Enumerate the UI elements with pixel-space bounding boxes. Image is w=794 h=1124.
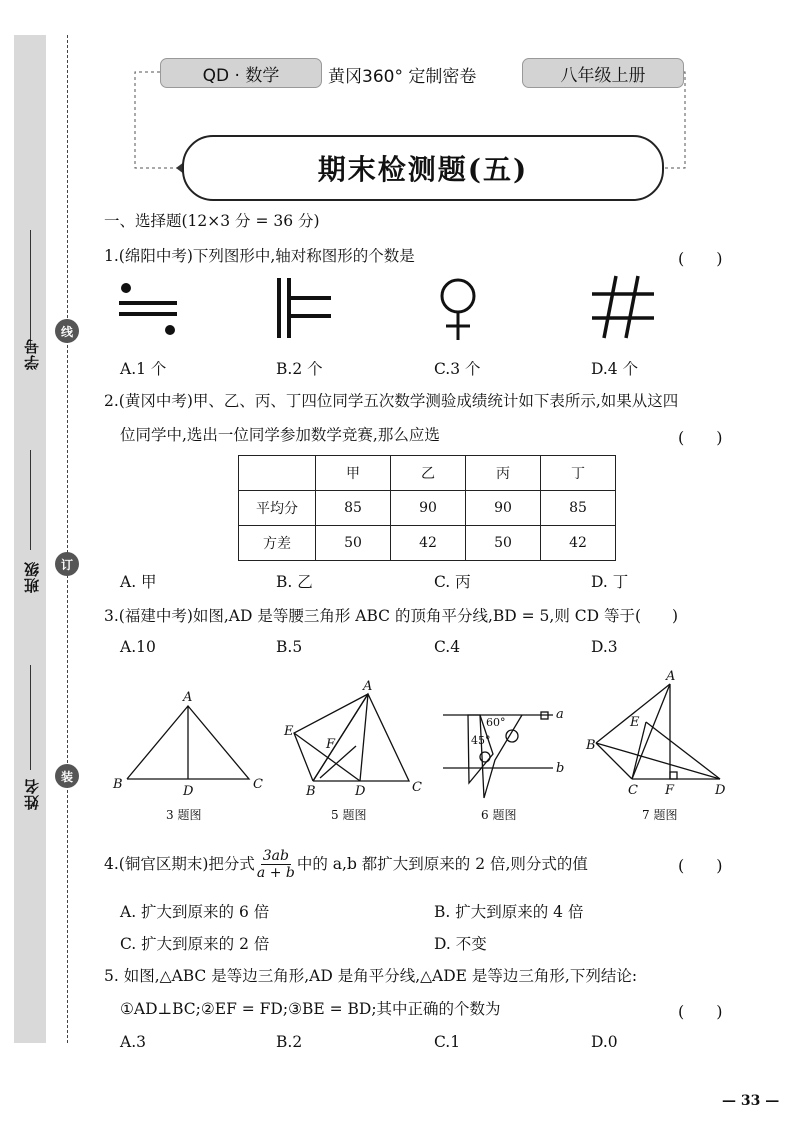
- fig3-label-b: B: [113, 777, 123, 792]
- q5-stem-line2: ①AD⊥BC;②EF = FD;③BE = BD;其中正确的个数为: [120, 1000, 501, 1018]
- class-label: 班级: [23, 561, 41, 593]
- name-label: 姓名: [23, 778, 41, 810]
- fig5-label-d: D: [355, 784, 366, 799]
- table-row: [239, 526, 616, 561]
- page-number: — 33 —: [722, 1093, 780, 1109]
- q3-stem: 3.(福建中考)如图,AD 是等腰三角形 ABC 的顶角平分线,BD = 5,则 CD 等于( ): [104, 607, 679, 625]
- series-name: 黄冈360° 定制密卷: [328, 67, 477, 87]
- table-cell: 90: [466, 491, 541, 526]
- table-cell: 丁: [541, 456, 616, 491]
- figure-7: [596, 684, 720, 779]
- fig7-label-e: E: [630, 715, 640, 730]
- parallel-bars-figure: [277, 278, 331, 338]
- fig6-label-b: b: [556, 761, 565, 776]
- hash-symbol-figure: [592, 276, 654, 338]
- table-cell: 90: [391, 491, 466, 526]
- q1-option-b: B.2 个: [276, 360, 323, 378]
- q4-option-a: A. 扩大到原来的 6 倍: [120, 903, 270, 921]
- fig7-label-d: D: [715, 783, 726, 798]
- class-underline: [30, 450, 31, 550]
- fig3-label-a: A: [183, 690, 193, 705]
- table-cell: 85: [316, 491, 391, 526]
- name-underline: [30, 665, 31, 770]
- fig6-label-a: a: [556, 707, 564, 722]
- q5-answer-paren: ( ): [678, 1002, 723, 1021]
- q1-stem: 1.(绵阳中考)下列图形中,轴对称图形的个数是: [104, 247, 415, 265]
- q4-answer-paren: ( ): [678, 856, 723, 875]
- q5-option-d: D.0: [591, 1033, 618, 1051]
- table-cell: 85: [541, 491, 616, 526]
- table-cell: 50: [316, 526, 391, 561]
- fig5-label-a: A: [363, 679, 373, 694]
- division-symbol-figure: [119, 283, 177, 335]
- table-cell: 甲: [316, 456, 391, 491]
- q2-stem-line2: 位同学中,选出一位同学参加数学竞赛,那么应选: [120, 426, 440, 444]
- fig6-angle-60: 60°: [486, 716, 506, 729]
- binding-mark-ding: 订: [55, 552, 79, 576]
- q4-fraction: [257, 848, 295, 881]
- table-cell: 平均分: [239, 491, 316, 526]
- q3-option-c: C.4: [434, 638, 461, 656]
- q1-option-d: D.4 个: [591, 360, 639, 378]
- q4-stem-pre: 4.(铜官区期末)把分式: [104, 855, 255, 873]
- q4-option-c: C. 扩大到原来的 2 倍: [120, 935, 270, 953]
- q4-fraction-denominator: a + b: [256, 864, 295, 881]
- fig7-caption: 7 题图: [642, 808, 678, 822]
- fig3-caption: 3 题图: [166, 808, 202, 822]
- q4-option-d: D. 不变: [434, 935, 487, 953]
- grade-badge: 八年级上册: [522, 58, 684, 88]
- q5-option-c: C.1: [434, 1033, 461, 1051]
- figure-5: [294, 694, 409, 781]
- page-title: 期末检测题(五): [182, 135, 664, 201]
- q4-stem: [104, 843, 588, 885]
- binding-mark-xian: 线: [55, 319, 79, 343]
- q3-option-d: D.3: [591, 638, 618, 656]
- table-row: [239, 491, 616, 526]
- fig5-label-e: E: [284, 724, 294, 739]
- q2-option-a: A. 甲: [120, 573, 157, 591]
- table-cell: 50: [466, 526, 541, 561]
- fig3-label-d: D: [183, 784, 194, 799]
- q4-stem-post: 中的 a,b 都扩大到原来的 2 倍,则分式的值: [296, 855, 588, 873]
- q2-option-d: D. 丁: [591, 573, 629, 591]
- binding-mark-zhuang: 装: [55, 764, 79, 788]
- q1-option-a: A.1 个: [120, 360, 167, 378]
- table-cell: 丙: [466, 456, 541, 491]
- score-table: [238, 455, 616, 561]
- fig5-label-b: B: [306, 784, 316, 799]
- table-header-row: [239, 456, 616, 491]
- binding-dotted-line: [67, 35, 68, 1043]
- q2-answer-paren: ( ): [678, 428, 723, 447]
- table-cell: 42: [391, 526, 466, 561]
- q2-option-b: B. 乙: [276, 573, 313, 591]
- section-heading: 一、选择题(12×3 分 = 36 分): [104, 212, 320, 230]
- q3-option-a: A.10: [120, 638, 156, 656]
- student-id-underline: [30, 230, 31, 350]
- fig3-label-c: C: [253, 777, 263, 792]
- q5-option-b: B.2: [276, 1033, 303, 1051]
- fig5-caption: 5 题图: [331, 808, 367, 822]
- q5-stem-line1: 5. 如图,△ABC 是等边三角形,AD 是角平分线,△ADE 是等边三角形,下列结论:: [104, 967, 638, 985]
- q1-option-c: C.3 个: [434, 360, 481, 378]
- q1-answer-paren: ( ): [678, 249, 723, 268]
- table-cell: 方差: [239, 526, 316, 561]
- q4-fraction-numerator: 3ab: [262, 847, 289, 864]
- fig5-label-f: F: [326, 737, 336, 752]
- fig7-label-b: B: [586, 738, 596, 753]
- figures-row: [100, 668, 740, 830]
- venus-symbol-figure: [442, 280, 474, 340]
- q2-option-c: C. 丙: [434, 573, 471, 591]
- fig6-caption: 6 题图: [481, 808, 517, 822]
- figure-3: [127, 706, 249, 779]
- fig5-label-c: C: [412, 780, 422, 795]
- student-id-label: 学号: [23, 338, 41, 370]
- table-cell: [239, 456, 316, 491]
- q2-stem-line1: 2.(黄冈中考)甲、乙、丙、丁四位同学五次数学测验成绩统计如下表所示,如果从这四: [104, 392, 679, 410]
- q4-option-b: B. 扩大到原来的 4 倍: [434, 903, 584, 921]
- fig7-label-a: A: [666, 669, 676, 684]
- fig6-angle-45: 45°: [471, 734, 491, 747]
- q3-option-b: B.5: [276, 638, 303, 656]
- q1-symbols: [104, 270, 724, 350]
- subject-badge: QD · 数学: [160, 58, 322, 88]
- table-cell: 乙: [391, 456, 466, 491]
- table-cell: 42: [541, 526, 616, 561]
- fig7-label-f: F: [665, 783, 675, 798]
- q5-option-a: A.3: [120, 1033, 146, 1051]
- fig7-label-c: C: [628, 783, 638, 798]
